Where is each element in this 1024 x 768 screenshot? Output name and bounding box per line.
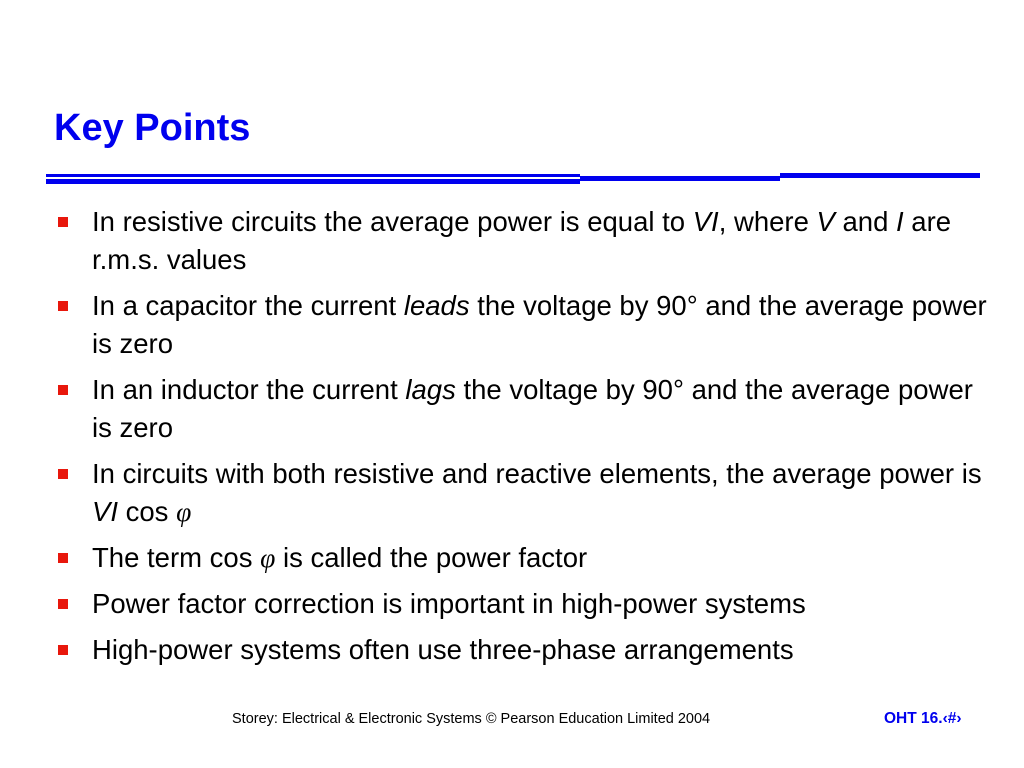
bullet-item	[56, 455, 996, 531]
bullet-square-icon	[58, 469, 68, 479]
bullet-square-icon	[58, 599, 68, 609]
bullet-item	[56, 539, 996, 577]
slide-title: Key Points	[54, 107, 251, 149]
text-run: In resistive circuits the average power is equal to	[92, 206, 693, 237]
bullet-text	[92, 634, 794, 665]
text-run: is called the power factor	[275, 542, 588, 573]
bullet-square-icon	[58, 217, 68, 227]
bullet-text	[92, 458, 982, 527]
italic-term: φ	[260, 542, 276, 573]
bullet-text	[92, 542, 587, 573]
text-run: In a capacitor the current	[92, 290, 404, 321]
title-underline	[46, 172, 980, 186]
italic-term: VI	[692, 206, 719, 237]
bullet-item	[56, 371, 996, 447]
text-run: the voltage by 90° and the average power is zero	[92, 290, 987, 359]
text-run: Power factor correction is important in high-power systems	[92, 588, 806, 619]
text-run: are r.m.s. values	[92, 206, 952, 275]
bullet-item	[56, 585, 996, 623]
bullet-text	[92, 374, 973, 443]
text-run: High-power systems often use three-phase arrangements	[92, 634, 794, 665]
bullet-square-icon	[58, 553, 68, 563]
text-run: , where	[718, 206, 817, 237]
bullet-text	[92, 206, 951, 275]
bullet-square-icon	[58, 385, 68, 395]
bullet-item	[56, 287, 996, 363]
bullet-list	[56, 203, 996, 677]
text-run: cos	[117, 496, 177, 527]
text-run: In circuits with both resistive and reactive elements, the average power is	[92, 458, 982, 489]
italic-term: lags	[405, 374, 456, 405]
text-run: In an inductor the current	[92, 374, 406, 405]
footer-credit: Storey: Electrical & Electronic Systems © Pearson Education Limited 2004	[232, 711, 711, 727]
bullet-square-icon	[58, 301, 68, 311]
bullet-item	[56, 631, 996, 669]
italic-term: I	[896, 206, 904, 237]
text-run: The term cos	[92, 542, 261, 573]
title-underline-graphic	[46, 172, 980, 186]
bullet-text	[92, 588, 806, 619]
text-run: and	[834, 206, 897, 237]
italic-term: VI	[92, 496, 118, 527]
bullet-square-icon	[58, 645, 68, 655]
italic-term: leads	[403, 290, 470, 321]
italic-term: V	[816, 206, 835, 237]
italic-term: φ	[176, 496, 192, 527]
footer-page-number: OHT 16.‹#›	[884, 710, 962, 727]
bullet-item	[56, 203, 996, 279]
bullet-text	[92, 290, 987, 359]
text-run: the voltage by 90° and the average power is zero	[92, 374, 973, 443]
